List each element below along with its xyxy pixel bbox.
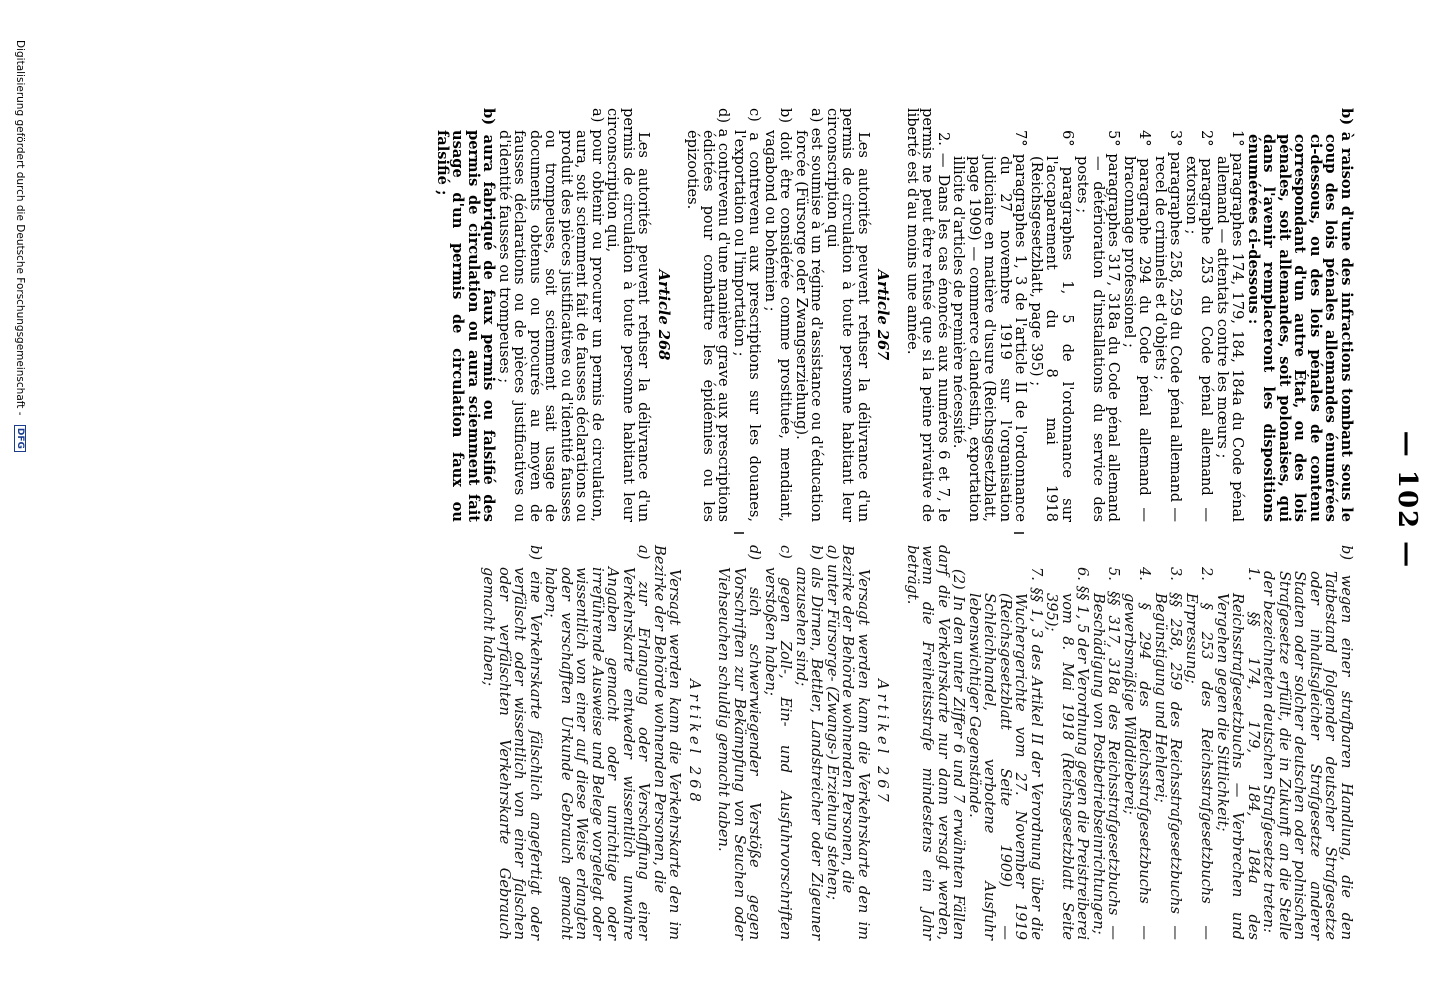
de-b-intro: b) wegen einer strafbaren Handlung, die den Tatbestand folgender deutscher Strafgesetze oder inhaltsgleicher Strafgesetze anderer Staaten oder solcher deutschen oder polnischen Strafgesetze erfüllt, die in Zukunft an die Stelle der bezeichneten deutschen Strafgesetze treten: — [1260, 545, 1355, 940]
de-item-5: 5. §§ 317, 318a des Reichsstrafgesetzbuchs — Beschädigung von Postbetriebseinrichtungen; — [1090, 567, 1123, 940]
fr-item-2: 2° paragraphe 253 du Code pénal allemand — extorsion ; — [1183, 130, 1216, 522]
de-article-268-item-b: b) eine Verkehrskarte fälschlich angefertigt oder verfälscht oder wissentlich von einer falschen oder verfälschten Verkehrskarte Gebrauch gemacht haben; — [480, 545, 544, 940]
de-article-267-item-d: d) sich schwerwiegender Verstöße gegen Vorschriften zur Bekämpfung von Seuchen oder Viehseuchen schuldig gemacht haben. — [715, 545, 764, 940]
de-para-2: (2) In den unter Ziffer 6 und 7 erwähnten Fällen darf die Verkehrskarte nur dann versagt werden, wenn die Freiheitsstrafe mindestens ein Jahr beträgt. — [904, 545, 968, 940]
fr-item-5: 5° paragraphes 317, 318a du Code pénal allemand — détérioration d'installations du service des postes ; — [1074, 130, 1123, 522]
de-article-267-item-b: b) als Dirnen, Bettler, Landstreicher oder Zigeuner anzusehen sind; — [793, 545, 826, 940]
de-item-3: 3. §§ 258, 259 des Reichsstrafgesetzbuchs — Begünstigung und Hehlerei; — [1152, 567, 1185, 940]
dfg-logo: DFG — [14, 425, 26, 452]
fr-b-intro: b) à raison d'une des infractions tombant sous le coup des lois pénales allemandes énumérées ci-dessous, ou des lois pénales de contenu correspondant d'un autre État, ou des lois pénales, soit allemandes, soit polonaises, qui dans l'avenir remplaceront les dispositions énumérées ci-dessous : — [1245, 108, 1355, 522]
de-item-6: 6. §§ 1, 5 der Verordnung gegen die Preistreiberei vom 8. Mai 1918 (Reichsgesetzblatt Seite 395); — [1043, 567, 1092, 940]
fr-article-267-title: Article 267 — [874, 269, 892, 361]
digitization-footer — [14, 40, 26, 452]
french-column — [435, 108, 1355, 522]
column-divider-mark — [734, 532, 744, 534]
fr-para-2: 2. — Dans les cas énoncés aux numéros 6 et 7, le permis ne peut être refusé que si la peine privative de liberté est d'au moins une année. — [904, 108, 952, 522]
de-item-7: 7. §§ 1, 3 des Artikel II der Verordnung über die Wuchergerichte vom 27. November 1919 (Reichsgesetzblatt Seite 1909) — Schleichhandel, verbotene Ausfuhr lebenswichtiger Gegenstände. — [966, 567, 1045, 940]
fr-item-6: 6° paragraphes 1, 5 de l'ordonnance sur l'accaparement du 8 mai 1918 (Reichsgesetzblatt, page 395) ; — [1028, 130, 1076, 522]
de-article-267-title: Artikel 267 — [874, 679, 892, 806]
fr-article-268-item-a: a) pour obtenir ou procurer un permis de circulation, aura, soit sciemment fait de fausses déclarations ou produit des pièces justificatives ou d'identité fausses ou trompeuses, soit sciemment sait usage de documents obtenus ou procurés au moyen de fausses déclarations ou de pièces justificatives ou d'identité fausses ou trompeuses ; — [496, 108, 606, 522]
footer-text: Digitalisierung gefördert durch die Deutsche Forschungsgemeinschaft - — [14, 40, 26, 416]
de-article-267-item-a: a) unter Fürsorge- (Zwangs-) Erziehung stehen; — [824, 545, 841, 900]
fr-article-267-item-d: d) a contrevenu d'une manière grave aux prescriptions édictées pour combattre les épidémies ou les épizooties. — [684, 108, 733, 522]
fr-article-267-intro: Les autorités peuvent refuser la délivrance d'un permis de circulation à toute personne habitant leur circonscription qui — [824, 108, 872, 522]
de-item-1: 1. §§ 174, 179, 184, 184a des Reichsstrafgesetzbuchs — Verbrechen und Vergehen gegen die Sittlichkeit; — [1214, 567, 1262, 940]
column-divider-mark — [1014, 532, 1024, 534]
de-item-4: 4. § 294 des Reichsstrafgesetzbuchs — gewerbsmäßige Wilddieberei; — [1121, 567, 1154, 940]
fr-article-268-intro: Les autorités peuvent refuser la délivrance d'un permis de circulation à toute personne habitant leur circonscription qui, — [604, 108, 653, 522]
fr-article-267-item-c: c) a contrevenu aux prescriptions sur les douanes, l'exportation ou l'importation ; — [731, 108, 764, 522]
german-column — [481, 545, 1354, 940]
fr-item-7: 7° paragraphes 1, 3 de l'article II de l'ordonnance du 27 novembre 1919 sur l'organisation judiciaire en matière d'usure (Reichsgesetzblatt, page 1909) — commerce clandestin, exportation illicite d'articles de première nécessité. — [950, 130, 1030, 522]
de-article-268-title: Artikel 268 — [686, 679, 703, 806]
fr-item-3: 3° paragraphes 258, 259 du Code pénal allemand — recel de criminels et d'objets ; — [1152, 130, 1185, 522]
fr-article-268-item-b: b) aura fabriqué de faux permis ou falsifié des permis de circulation ou aura sciemment fait usage d'un permis de circulation faux ou falsifié ; — [434, 108, 498, 522]
de-article-267-item-c: c) gegen Zoll-, Ein- und Ausfuhrvorschriften verstoßen haben; — [762, 545, 795, 940]
de-article-267-intro: Versagt werden kann die Verkehrskarte den im Bezirke der Behörde wohnenden Personen, die — [839, 545, 872, 940]
fr-article-267-item-a: a) est soumise à un régime d'assistance ou d'éducation forcée (Fürsorge oder Zwangserziehung). — [793, 108, 826, 522]
fr-item-1: 1° paragraphes 174, 179, 184, 184a du Code pénal allemand — attentats contre les mœurs ; — [1214, 130, 1247, 522]
de-article-268-intro: Versagt werden kann die Verkehrskarte den im Bezirke der Behörde wohnenden Personen, die — [651, 545, 684, 940]
fr-item-4: 4° paragraphe 294 du Code pénal allemand — braconnage professionel ; — [1121, 130, 1154, 522]
de-article-268-item-a: a) zur Erlangung oder Verschaffung einer Verkehrskarte entweder wissentlich unwahre Angaben gemacht oder unrichtige oder irreführende Ausweise und Belege vorgelegt oder wissentlich von einer auf diese Weise erlangten oder verschafften Urkunde Gebrauch gemacht haben; — [542, 545, 653, 940]
fr-article-267-item-b: b) doit être considérée comme prostituée, mendiant, vagabond ou bohémien ; — [762, 108, 795, 522]
page-number: — 102 — — [1392, 430, 1422, 570]
fr-article-268-title: Article 268 — [655, 269, 672, 361]
de-item-2: 2. § 253 des Reichsstrafgesetzbuchs — Erpressung; — [1183, 567, 1216, 940]
